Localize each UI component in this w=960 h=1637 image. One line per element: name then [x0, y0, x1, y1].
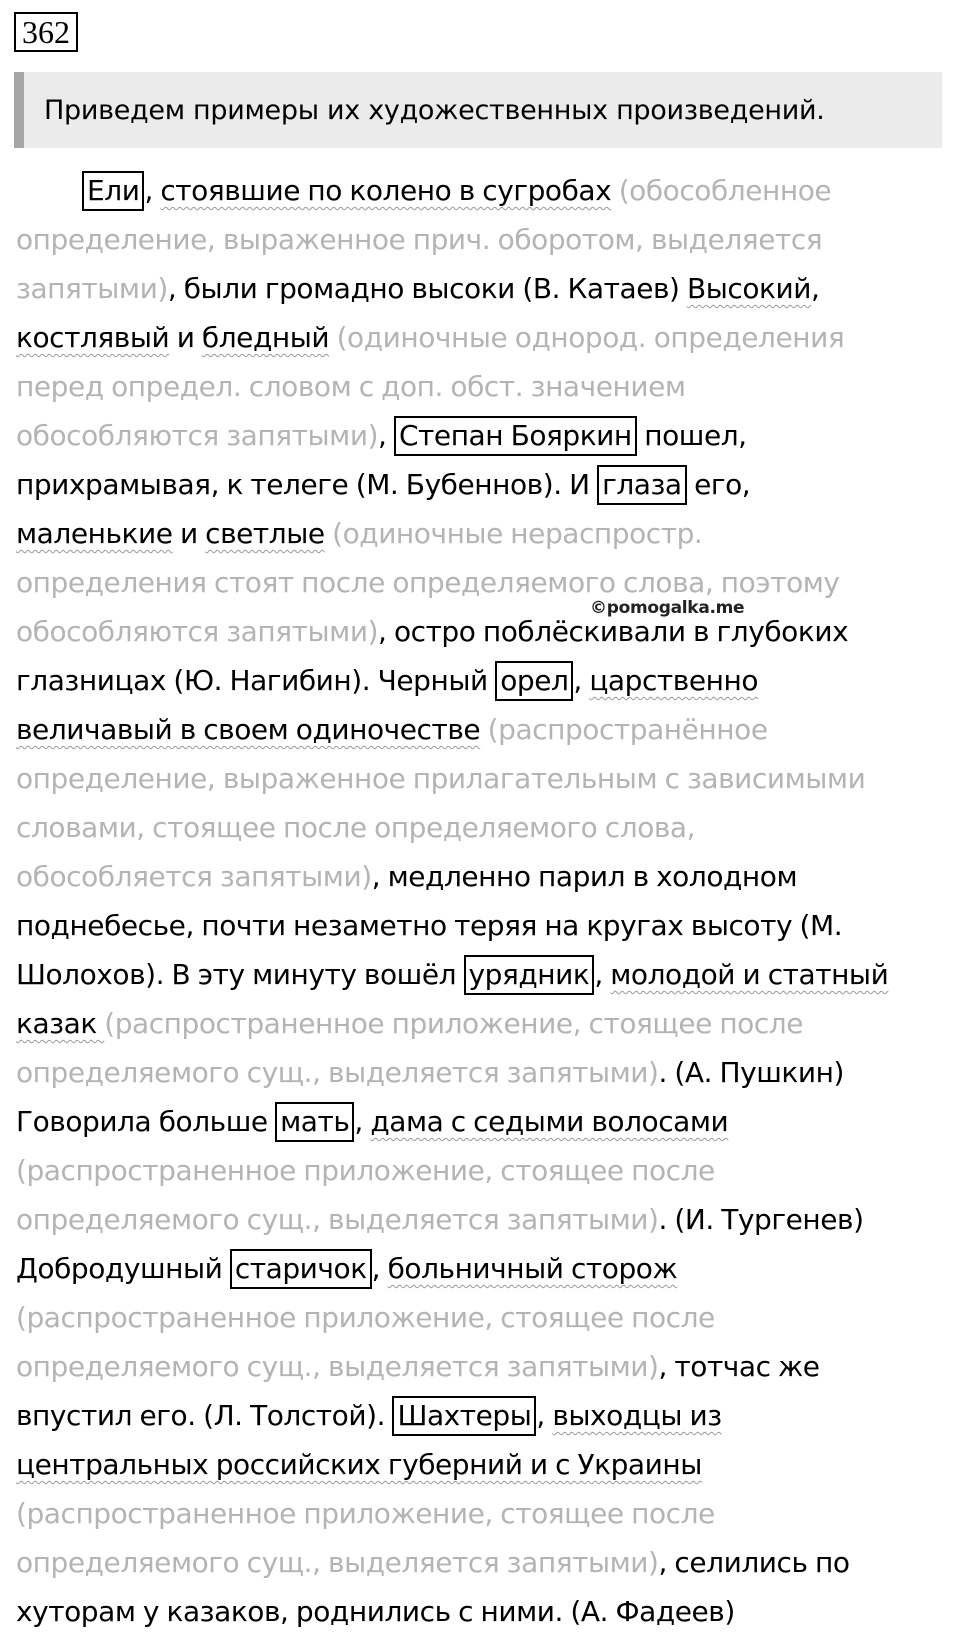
exercise-number: 362	[14, 12, 78, 52]
text-line	[16, 166, 946, 215]
text-line	[16, 1097, 946, 1146]
boxed-word: Ели	[82, 171, 144, 211]
text-line	[16, 1244, 946, 1293]
text-run: ,	[810, 272, 820, 305]
comment-run: (распространенное приложение, стоящее после	[16, 1301, 715, 1334]
underlined-member: светлые	[205, 517, 325, 550]
underlined-member: дама с седыми волосами	[370, 1105, 729, 1138]
text-line	[16, 1048, 946, 1097]
underlined-member: величавый в своем одиночестве	[16, 713, 481, 746]
comment-run: определение, выраженное прич. оборотом, выделяется	[16, 223, 823, 256]
text-run: Шолохов). В эту минуту вошёл	[16, 958, 464, 991]
text-run: глазницах (Ю. Нагибин). Черный	[16, 664, 496, 697]
text-run: . (И. Тургенев)	[658, 1203, 864, 1236]
text-run: , селились по	[658, 1546, 850, 1579]
text-run: пошел,	[636, 419, 747, 452]
text-line	[16, 1489, 946, 1538]
heading-text: Приведем примеры их художественных произведений.	[44, 94, 825, 126]
comment-run: обособляются запятыми)	[16, 419, 379, 452]
underlined-member: стоявшие по колено в сугробах	[160, 174, 612, 207]
text-line	[16, 1440, 946, 1489]
text-run: ,	[378, 419, 394, 452]
text-line	[16, 411, 946, 460]
underlined-member: центральных российских губерний и с Украины	[16, 1448, 702, 1481]
comment-run: обособляются запятыми)	[16, 615, 379, 648]
text-line	[16, 901, 946, 950]
text-line	[16, 460, 946, 509]
text-run: . (А. Пушкин)	[658, 1056, 844, 1089]
boxed-word: Шахтеры	[392, 1396, 536, 1436]
text-run: ,	[144, 174, 161, 207]
comment-run: определения стоят после определяемого слова, поэтому	[16, 566, 840, 599]
text-run: ,	[594, 958, 611, 991]
text-run: прихрамывая, к телеге (М. Бубеннов). И	[16, 468, 598, 501]
text-line	[16, 607, 946, 656]
text-run: ,	[371, 1252, 388, 1285]
boxed-word: мать	[275, 1102, 354, 1142]
text-run: впустил его. (Л. Толстой).	[16, 1399, 393, 1432]
text-line	[16, 656, 946, 705]
text-run	[480, 713, 487, 746]
comment-run: (распространенное приложение, стоящее после	[16, 1497, 715, 1530]
text-line	[16, 803, 946, 852]
text-run: Говорила больше	[16, 1105, 276, 1138]
text-line	[16, 705, 946, 754]
comment-run: определяемого сущ., выделяется запятыми)	[16, 1056, 659, 1089]
text-run	[611, 174, 618, 207]
text-line	[16, 362, 946, 411]
comment-run: (одиночные однород. определения	[336, 321, 845, 354]
comment-run: запятыми)	[16, 272, 168, 305]
comment-run: (обособленное	[618, 174, 832, 207]
boxed-word: урядник	[464, 955, 595, 995]
boxed-word: старичок	[230, 1249, 372, 1289]
text-line	[16, 852, 946, 901]
text-line	[16, 950, 946, 999]
text-run: и	[169, 321, 202, 354]
text-run: хуторам у казаков, роднились с ними. (А. Фадеев)	[16, 1595, 735, 1628]
comment-run: словами, стоящее после определяемого слова,	[16, 811, 696, 844]
answer-text	[16, 166, 946, 1636]
text-line	[16, 999, 946, 1048]
comment-run: обособляется запятыми)	[16, 860, 372, 893]
text-run	[329, 321, 336, 354]
comment-run: определение, выраженное прилагательным с зависимыми	[16, 762, 866, 795]
underlined-member: костлявый	[16, 321, 170, 354]
text-run: и	[172, 517, 206, 550]
text-line	[16, 215, 946, 264]
text-line	[16, 264, 946, 313]
underlined-member: царственно	[589, 664, 758, 697]
text-line	[16, 313, 946, 362]
text-line	[16, 1146, 946, 1195]
exercise-heading	[14, 72, 942, 148]
boxed-word: глаза	[597, 465, 687, 505]
text-line	[16, 1342, 946, 1391]
comment-run: (одиночные нераспростр.	[332, 517, 703, 550]
underlined-member: бледный	[201, 321, 330, 354]
text-run	[325, 517, 332, 550]
text-line	[16, 558, 946, 607]
text-run: ,	[573, 664, 590, 697]
comment-run: (распространённое	[487, 713, 768, 746]
text-run: , тотчас же	[658, 1350, 820, 1383]
text-run: , остро поблёскивали в глубоких	[378, 615, 849, 648]
underlined-member: Высокий	[686, 272, 811, 305]
text-line	[16, 1391, 946, 1440]
watermark: ©pomogalka.me	[590, 598, 745, 618]
text-run: Добродушный	[16, 1252, 230, 1285]
comment-run: (распространенное приложение, стоящее после	[104, 1007, 804, 1040]
comment-run: определяемого сущ., выделяется запятыми)	[16, 1546, 659, 1579]
boxed-word: орел	[495, 661, 573, 701]
boxed-word: Степан Бояркин	[394, 416, 637, 456]
comment-run: (распространенное приложение, стоящее после	[16, 1154, 715, 1187]
text-run: ,	[536, 1399, 553, 1432]
text-run: поднебесье, почти незаметно теряя на кругах высоту (М.	[16, 909, 843, 942]
text-line	[16, 754, 946, 803]
text-run: его,	[686, 468, 751, 501]
text-run: , были громадно высоки (В. Катаев)	[167, 272, 687, 305]
underlined-member: казак	[16, 1007, 105, 1040]
text-line	[16, 1587, 946, 1636]
text-line	[16, 1195, 946, 1244]
comment-run: определяемого сущ., выделяется запятыми)	[16, 1203, 659, 1236]
text-line	[16, 1538, 946, 1587]
underlined-member: больничный сторож	[387, 1252, 678, 1285]
comment-run: определяемого сущ., выделяется запятыми)	[16, 1350, 659, 1383]
underlined-member: выходцы из	[552, 1399, 722, 1432]
underlined-member: маленькие	[16, 517, 173, 550]
text-run: , медленно парил в холодном	[371, 860, 798, 893]
comment-run: перед определ. словом с доп. обст. значением	[16, 370, 686, 403]
underlined-member: молодой и статный	[610, 958, 889, 991]
text-line	[16, 1293, 946, 1342]
text-run: ,	[354, 1105, 371, 1138]
text-line	[16, 509, 946, 558]
